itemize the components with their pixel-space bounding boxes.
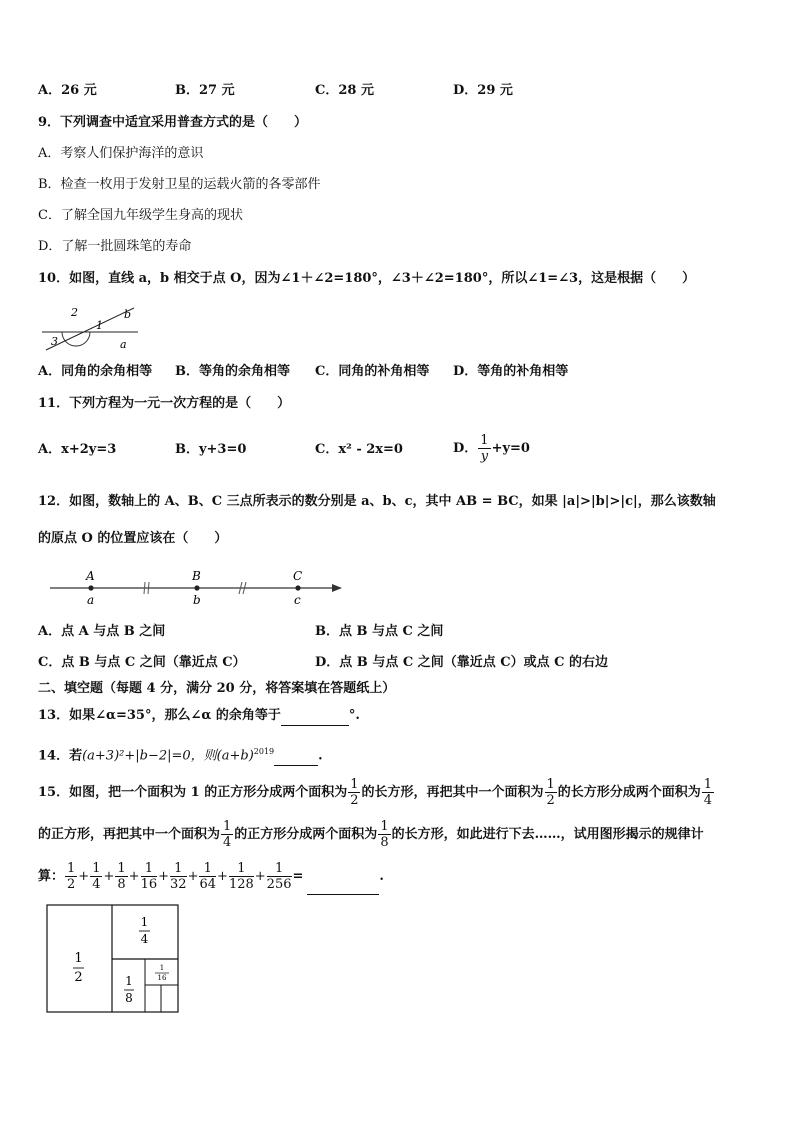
frac-half-den: 2 [546,793,555,808]
series-fraction [170,861,187,892]
q8-option-b: B．27 元 [175,83,235,98]
q11-option-c: C．x² - 2x=0 [315,442,403,457]
q13-answer-blank[interactable] [281,707,349,726]
point-a-label: A [86,569,95,583]
q11-option-d-prefix: D． [453,441,478,456]
fig-sixteenth-den: 16 [157,974,167,982]
series-fraction-den: 32 [170,877,187,892]
fig-eighth-den: 8 [125,991,133,1005]
q10-option-c: C．同角的补角相等 [315,364,430,379]
frac-half-num: 1 [546,777,555,792]
plus-sign: + [187,869,199,884]
q13-suffix: °. [348,708,360,723]
q12-stem-line2: 的原点 O 的位置应该在（ ） [38,531,228,546]
q13-text: 13．如果∠α=35°，那么∠α 的余角等于 [38,708,281,723]
q15-line3 [38,860,384,895]
q15-period: . [379,869,384,884]
point-b-dot [194,585,199,590]
value-c-label: c [294,593,301,607]
q15-line2 [38,818,704,852]
q11-d-numerator: 1 [480,433,489,448]
series-fraction-den: 4 [92,877,101,892]
q15-text-4: 的正方形，再把其中一个面积为 [38,827,221,842]
series-fraction-num: 1 [141,861,158,877]
q11-option-d [453,432,530,466]
q12-stem-line1: 12．如图，数轴上的 A、B、C 三点所表示的数分别是 a、b、c，其中 AB = BC，如果 |a|>|b|>|c|，那么该数轴 [38,494,716,509]
series-fraction-num: 1 [199,861,216,877]
frac-quarter-den: 4 [703,793,713,808]
fig-half-num: 1 [74,951,83,966]
series-fraction-den: 64 [199,877,217,892]
value-a-label: a [87,593,95,607]
axis-arrow [332,584,342,592]
q10-option-a: A．同角的余角相等 [38,364,153,379]
angle-arc [62,332,90,346]
angle-2-label: 2 [71,306,78,319]
line-b-label: b [124,308,132,321]
q9-option-b: B．检查一枚用于发射卫星的运载火箭的各零部件 [38,177,321,192]
fig-eighth-num: 1 [125,974,133,988]
series-fraction-num: 1 [229,861,254,877]
angle-1-label: 1 [96,319,103,332]
series-fraction-den: 8 [117,877,126,892]
q11-d-denominator: y [480,449,489,464]
point-a-dot [88,585,93,590]
fig-quarter-den: 4 [140,932,149,946]
series-fraction [90,861,102,892]
q9-option-c: C．了解全国九年级学生身高的现状 [38,208,243,223]
series-fraction [229,861,254,892]
q10-stem: 10．如图，直线 a，b 相交于点 O，因为∠1＋∠2=180°，∠3＋∠2=180°，所以∠1=∠3，这是根据（ ） [38,271,696,286]
series-fraction-den: 128 [228,877,254,892]
q9-stem: 9．下列调查中适宜采用普查方式的是（ ） [38,115,308,130]
series-fraction [199,861,216,892]
frac-eighth-den: 8 [380,835,389,850]
series-fraction [267,861,292,892]
q14-suffix: . [318,748,323,764]
q14 [38,743,323,766]
q15-text-2: 的长方形，再把其中一个面积为 [361,785,544,800]
q15-line1 [38,776,715,810]
series-fraction-den: 16 [140,877,158,892]
q15-square-figure [46,904,180,1016]
angle-3-label: 3 [51,335,58,348]
q11-stem: 11．下列方程为一元一次方程的是（ ） [38,396,291,411]
q14-exponent: 2019 [253,747,275,756]
q8-option-a: A．26 元 [38,83,97,98]
plus-sign: + [217,869,228,884]
series-fraction-den: 2 [67,877,76,892]
plus-sign: + [254,869,266,884]
frac-half-num: 1 [350,777,359,792]
series-fraction-den: 256 [266,877,292,892]
q15-text-3: 的长方形分成两个面积为 [557,785,701,800]
q8-option-d: D．29 元 [453,83,513,98]
plus-sign: + [128,869,140,884]
series-fraction [65,861,77,892]
frac-quarter-den: 4 [223,835,232,850]
q11-option-d-suffix: +y=0 [491,441,530,456]
q14-text: 14．若 [38,748,83,764]
fig-quarter-num: 1 [140,915,149,929]
q12-option-d: D．点 B 与点 C 之间（靠近点 C）或点 C 的右边 [315,655,608,670]
plus-sign: + [78,869,90,884]
q15-text-1: 15．如图，把一个面积为 1 的正方形分成两个面积为 [38,785,348,800]
q15-text-5: 的正方形分成两个面积为 [234,827,378,842]
series-fraction [115,861,127,892]
plus-sign: + [158,869,170,884]
frac-quarter-num: 1 [223,819,232,834]
q14-answer-blank[interactable] [274,747,318,766]
q9-option-a: A．考察人们保护海洋的意识 [38,146,204,161]
frac-quarter-num: 1 [703,777,713,792]
q10-option-d: D．等角的补角相等 [453,364,569,379]
point-b-label: B [192,569,201,583]
q13 [38,707,360,726]
value-b-label: b [193,593,201,607]
q12-number-line [46,566,346,610]
series-fraction [141,861,158,892]
plus-sign: + [103,869,115,884]
fig-sixteenth-num: 1 [159,964,165,972]
q10-figure [38,302,148,352]
q11-option-a: A．x+2y=3 [38,442,117,457]
series-fraction-num: 1 [267,861,292,877]
q14-expression: (a+3)²+|b−2|=0，则(a+b) [82,748,254,764]
tick-mark [144,582,145,594]
tick-mark [148,582,149,594]
frac-eighth-num: 1 [380,819,389,834]
q12-option-c: C．点 B 与点 C 之间（靠近点 C） [38,655,246,670]
fig-half-den: 2 [74,970,83,985]
q8-option-c: C．28 元 [315,83,374,98]
section-heading: 二、填空题（每题 4 分，满分 20 分，将答案填在答题纸上） [38,681,396,696]
q9-option-d: D．了解一批圆珠笔的寿命 [38,239,192,254]
series-fraction-num: 1 [117,861,126,876]
q11-option-b: B．y+3=0 [175,442,247,457]
q10-option-b: B．等角的余角相等 [175,364,290,379]
q12-option-a: A．点 A 与点 B 之间 [38,624,166,639]
series-fraction-num: 1 [67,861,76,876]
series-fraction-num: 1 [92,861,101,876]
q15-text-7: 算： [38,869,65,884]
q15-answer-blank[interactable] [307,860,379,895]
q12-option-b: B．点 B 与点 C 之间 [315,624,444,639]
point-c-label: C [293,569,303,583]
series-fraction-num: 1 [170,861,187,877]
line-a-label: a [120,338,127,351]
q15-text-6: 的长方形，如此进行下去……，试用图形揭示的规律计 [391,827,704,842]
frac-half-den: 2 [350,793,359,808]
equals-sign: = [292,869,304,884]
point-c-dot [295,585,300,590]
q15-series [64,861,292,892]
